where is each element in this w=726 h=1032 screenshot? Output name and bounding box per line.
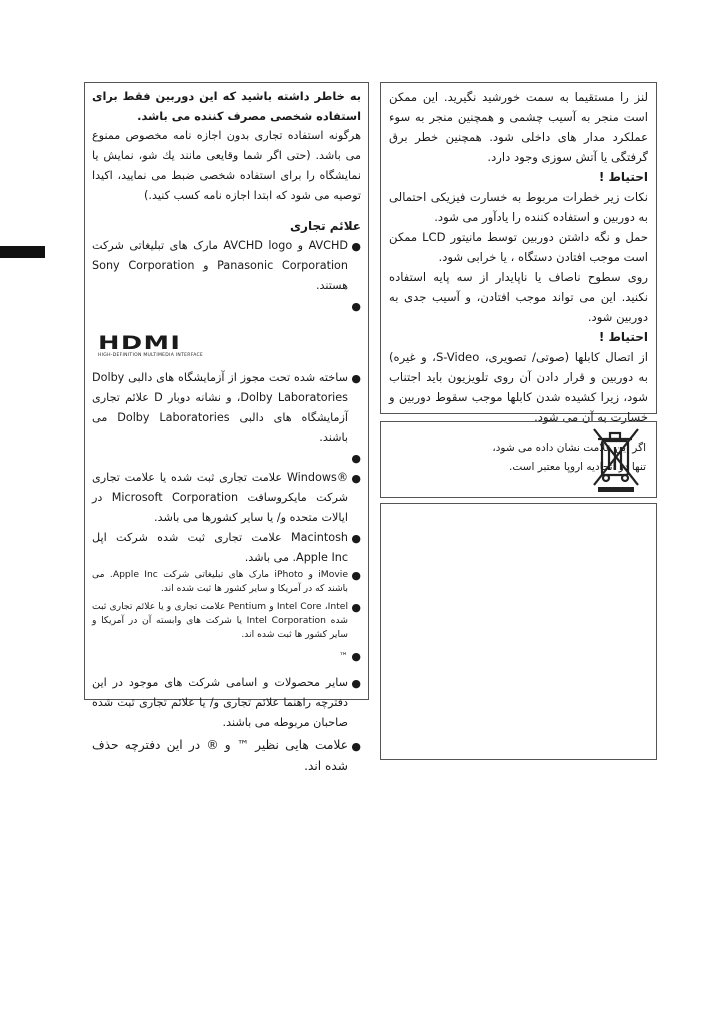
trademark-item-macintosh: ● Macintosh علامت تجاری ثبت شده شرکت اپل Apple Inc. می باشد. xyxy=(92,531,361,564)
section-tab-marker xyxy=(0,246,45,258)
trademark-item-other-products: ● سایر محصولات و اسامی شرکت های موجود در این دفترچه راهنما علائم تجاری و/ یا علائم تجاری ثبت شده صاحبان مربوطه می باشند. xyxy=(92,676,361,729)
hdmi-logo-wordmark: HDMI xyxy=(98,332,182,354)
bullet-dot: ● xyxy=(351,300,361,313)
trademark-item-hdmi xyxy=(92,296,361,316)
safety-notes-box xyxy=(380,82,657,424)
bullet-dot: ● xyxy=(351,472,361,485)
trademark-item-intel: ● Intel Core ،Intel و Pentium علامت تجاری و یا علائم تجاری ثبت شده Intel Corporation یا شرکت های وابسته آن در آمریکا و سایر کشور ها ثبت شده اند. xyxy=(92,601,361,640)
weee-text: اگر این علامت نشان داده می شود، تنها در اتحادیه اروپا معتبر است. xyxy=(492,442,646,473)
trademark-item-symbols-omitted: ● علامت هایی نظیر ™ و ® در این دفترچه حذف شده اند. xyxy=(92,738,361,773)
bullet-dot: ● xyxy=(351,677,361,690)
usage-and-trademarks-box xyxy=(84,82,369,773)
bullet-dot: ● xyxy=(351,740,361,753)
caution-heading-2: احتیاط ! xyxy=(598,330,648,344)
commercial-use-text: هرگونه استفاده تجاری بدون اجازه نامه مخصوص ممنوع می باشد. (حتی اگر شما وقایعی مانند یك شو، نمایش یا نمایشگاه را برای استفاده شخصی ضبط می نمایید، اکیدا توصیه می شود که ابتدا اجازه نامه کسب کنید.) xyxy=(92,129,361,202)
trademark-item-blank xyxy=(92,448,361,468)
caution-intro-text: نکات زیر خطرات مربوط به خسارت فیزیکی احتمالی به دوربین و استفاده کننده را یادآور می شود. xyxy=(389,190,648,224)
bullet-dot: ● xyxy=(351,532,361,545)
bullet-dot: ● xyxy=(351,372,361,385)
trademark-item-windows: ● ®Windows علامت تجاری ثبت شده یا علامت تجاری شرکت مایکروسافت Microsoft Corporation در ایالات متحده و/ یا سایر کشورها می باشد. xyxy=(92,471,361,524)
sun-warning-text: لنز را مستقیما به سمت خورشید نگیرید. این ممکن است منجر به آسیب چشمی و همچنین منجر به سوء عملکرد مدار های داخلی شود. همچنین خطر برق گرفتگی یا آتش سوزی وجود دارد. xyxy=(389,90,648,164)
hdmi-logo-tagline: HIGH-DEFINITION MULTIMEDIA INTERFACE xyxy=(98,353,204,358)
personal-use-warning: به خاطر داشته باشید که این دوربین فقط برای استفاده شخصی مصرف کننده می باشد. xyxy=(92,89,361,123)
tripod-warning: روی سطوح ناصاف یا ناپایدار از سه پایه استفاده نکنید. این می تواند موجب افتادن، و آسیب جدی به دوربین شود. xyxy=(389,270,648,324)
caution-heading: احتیاط ! xyxy=(598,170,648,184)
trademark-item-avchd: ● AVCHD و AVCHD logo مارک های تبلیغاتی شرکت Panasonic Corporation و Sony Corporation هستند. xyxy=(92,239,361,292)
cable-warning: از اتصال کابلها (صوتی/ تصویری، S-Video، و غیره) به دوربین و قرار دادن آن روی تلویزیون باید اجتناب شود، زیرا کشیده شدن کابلها موجب سقوط دوربین و خسارت به آن می شود. xyxy=(389,350,648,424)
bullet-dot: ● xyxy=(351,569,361,582)
bullet-dot: ● xyxy=(351,650,361,663)
trademark-item-dolby: ● ساخته شده تحت مجوز از آزمایشگاه های دالبی Dolby ،Dolby Laboratories و نشانه دوبار D علائم تجاری آزمایشگاه های دالبی Dolby Laboratories می باشند. xyxy=(92,371,361,444)
blank-notes-box xyxy=(380,503,657,760)
hdmi-logo xyxy=(92,334,361,358)
bullet-dot: ● xyxy=(351,452,361,465)
bullet-dot: ● xyxy=(351,240,361,253)
weee-box xyxy=(380,421,657,498)
trademark-item-tm: ● ™ xyxy=(92,646,361,667)
lcd-carry-warning: حمل و نگه داشتن دوربین توسط مانیتور LCD ممکن است موجب افتادن دستگاه ، یا خرابی شود. xyxy=(389,230,648,264)
bullet-dot: ● xyxy=(351,601,361,614)
trademarks-heading: علائم تجاری xyxy=(290,219,361,233)
trademark-item-imovie: ● iMovie و iPhoto مارک های تبلیغاتی شرکت Apple Inc. می باشند که در آمریکا و سایر کشور ها ثبت شده اند. xyxy=(92,569,361,594)
